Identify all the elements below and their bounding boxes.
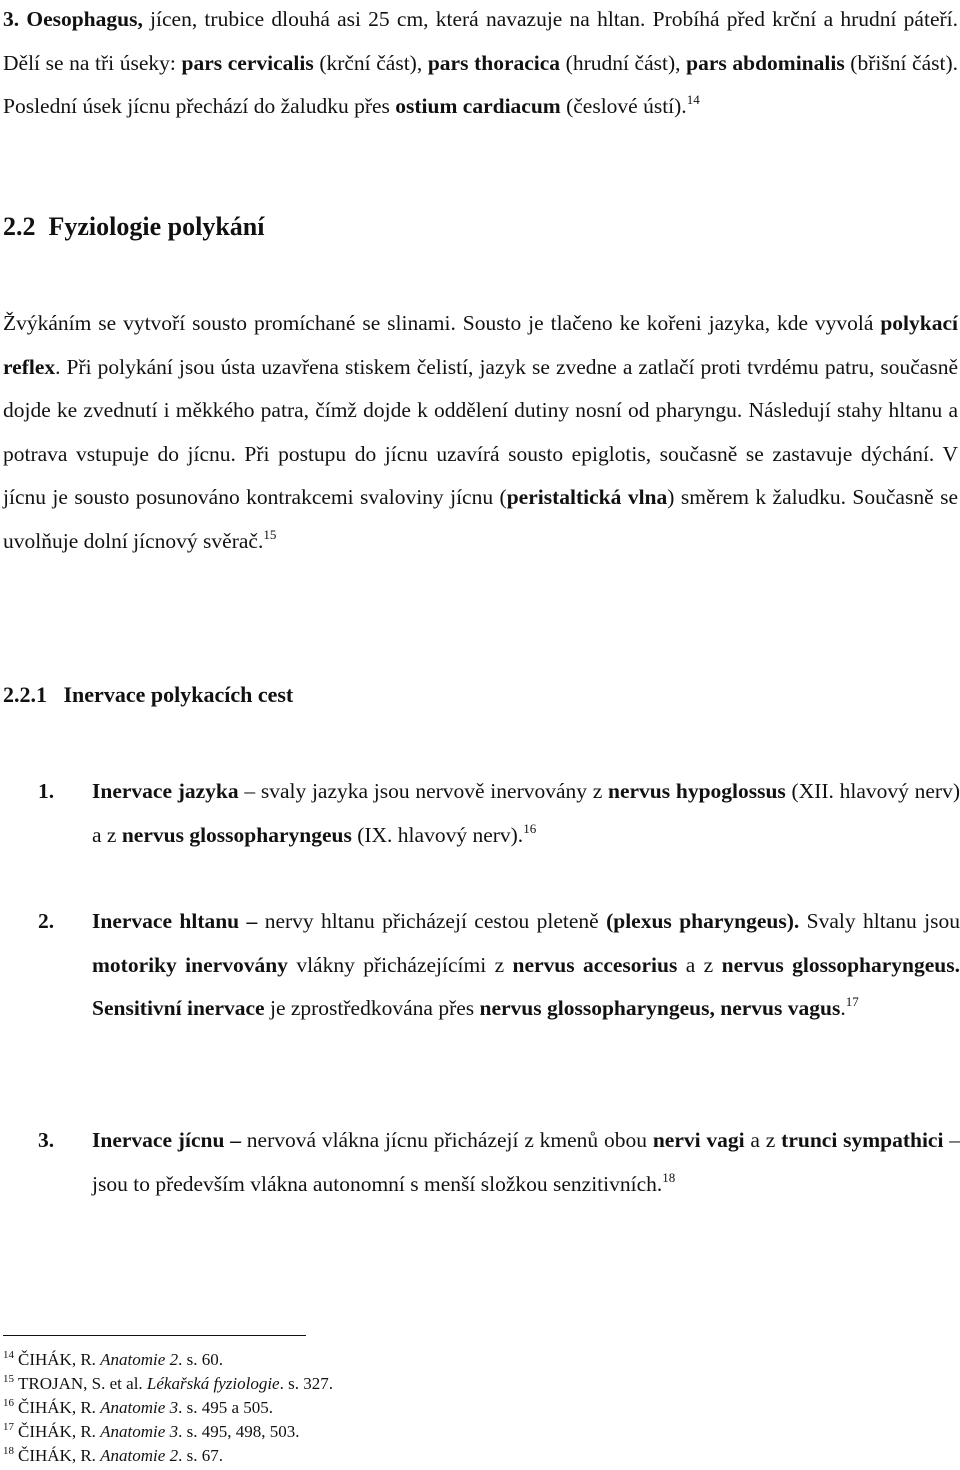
text: nervová vlákna jícnu přicházejí z kmenů obou: [240, 1128, 653, 1152]
footnote-pages: . s. 67.: [178, 1446, 223, 1465]
list-item: [38, 900, 960, 1031]
term: Oesophagus,: [26, 7, 143, 31]
term: Inervace jazyka: [92, 779, 239, 803]
list-item-text: [92, 1119, 960, 1206]
footnote-title: Anatomie 3: [100, 1398, 179, 1417]
text: Žvýkáním se vytvoří sousto promíchané se slinami. Sousto je tlačeno ke kořeni jazyka, kde vyvolá: [3, 311, 881, 335]
term: trunci sympathici: [781, 1128, 944, 1152]
footnote-author: ČIHÁK, R.: [18, 1446, 101, 1465]
text: jícen, trubice dlouhá asi 25 cm, která navazuje na hltan. Probíhá před krční a hrudní páteří. Dělí se na tři úseky:: [3, 7, 958, 75]
list-item: [38, 770, 960, 857]
footnote-title: Anatomie 2: [100, 1446, 179, 1465]
text: – jsou to především vlákna autonomní s menší složkou senzitivních.: [92, 1128, 960, 1196]
footnote: [3, 1372, 333, 1396]
term: pars cervicalis: [181, 50, 314, 75]
list-item: [38, 1119, 960, 1206]
text: – svaly jazyka jsou nervově inervovány z: [238, 779, 609, 803]
text: a z: [677, 952, 722, 977]
term: Sensitivní inervace: [92, 996, 265, 1020]
text: a z: [744, 1128, 782, 1152]
footnote-ref: 18: [662, 1169, 676, 1185]
footnote-pages: . s. 327.: [279, 1374, 333, 1393]
term: ostium cardiacum: [395, 94, 561, 118]
text: .: [840, 996, 846, 1020]
text: nervy hltanu přicházejí cestou pleteně: [257, 909, 607, 933]
fyziologie-paragraph: [3, 302, 958, 563]
footnote: [3, 1420, 333, 1444]
footnote-number: 18: [3, 1445, 14, 1457]
list-item-text: [92, 900, 960, 1031]
text: je zprostředkována přes: [264, 996, 480, 1020]
footnote-ref: 14: [686, 92, 700, 107]
footnote-pages: . s. 495, 498, 503.: [178, 1422, 300, 1441]
footnote-pages: . s. 60.: [178, 1350, 223, 1369]
footnote-author: ČIHÁK, R.: [18, 1398, 101, 1417]
term: Inervace hltanu –: [92, 909, 258, 933]
text: ) směrem k žaludku. Současně se uvolňuje dolní jícnový svěrač.: [3, 485, 958, 553]
text: Svaly hltanu jsou: [799, 909, 960, 933]
footnote-title: Anatomie 3: [100, 1422, 179, 1441]
footnote-ref: 15: [263, 526, 277, 542]
section-heading-2-2-1: 2.2.1 Inervace polykacích cest: [3, 682, 294, 707]
term: motoriky inervovány: [92, 952, 288, 977]
section-number: 3.: [3, 7, 20, 31]
text: (krční část),: [313, 50, 428, 75]
term: peristaltická vlna: [506, 485, 668, 509]
term: pars abdominalis: [686, 50, 845, 75]
list-number: 2.: [38, 909, 55, 933]
footnote-pages: . s. 495 a 505.: [178, 1398, 273, 1417]
footnote: [3, 1348, 333, 1372]
footnote-number: 15: [3, 1373, 14, 1385]
footnote-title: Anatomie 2: [100, 1350, 179, 1369]
term: Inervace jícnu –: [92, 1128, 241, 1152]
footnote-separator: [3, 1335, 306, 1336]
text: (hrudní část),: [560, 50, 687, 75]
text: . Při polykání jsou ústa uzavřena stiskem čelistí, jazyk se zvedne a zatlačí proti tvrdému patru, současně dojde ke zvednutí i měkkého patra, čímž dojde k oddělení dutiny nosní od pharyngu. Následují stahy hltanu a potrava vstupuje do jícnu. Při postupu do jícnu uzavírá sousto epiglotis, současně se zastavuje dýchání. V jícnu je sousto posunováno kontrakcemi svaloviny jícnu (: [3, 354, 958, 509]
list-item-text: [92, 770, 960, 857]
term: nervus glossopharyngeus.: [721, 952, 960, 977]
term: nervus glossopharyngeus: [121, 822, 352, 847]
section-heading-2-2: 2.2 Fyziologie polykání: [3, 212, 265, 241]
footnote-number: 14: [3, 1349, 14, 1361]
list-number: 1.: [38, 779, 55, 803]
term: (plexus pharyngeus).: [606, 909, 800, 933]
text: (česlové ústí).: [560, 94, 687, 118]
footnote-title: Lékařská fyziologie: [146, 1374, 280, 1393]
term: nervus accesorius: [512, 952, 678, 977]
text: vlákny přicházejícími z: [287, 952, 513, 977]
footnote-author: ČIHÁK, R.: [18, 1350, 101, 1369]
text: (břišní část). Poslední úsek jícnu přechází do žaludku přes: [3, 50, 959, 118]
text: (XII. hlavový nerv) a z: [92, 779, 960, 847]
footnotes: [3, 1348, 333, 1468]
footnote-ref: 17: [845, 994, 859, 1009]
text: (IX. hlavový nerv).: [351, 822, 524, 847]
term: nervus glossopharyngeus, nervus vagus: [479, 996, 841, 1020]
footnote-author: ČIHÁK, R.: [18, 1422, 101, 1441]
term: nervus hypoglossus: [608, 779, 786, 803]
term: nervi vagi: [652, 1128, 745, 1152]
oesophagus-paragraph: [3, 0, 958, 129]
term: polykací reflex: [3, 311, 958, 379]
footnote-ref: 16: [523, 820, 537, 836]
term: pars thoracica: [427, 50, 561, 75]
footnote: [3, 1444, 333, 1468]
list-number: 3.: [38, 1128, 55, 1152]
footnote-author: TROJAN, S. et al.: [18, 1374, 147, 1393]
footnote: [3, 1396, 333, 1420]
footnote-number: 16: [3, 1397, 14, 1409]
footnote-number: 17: [3, 1421, 14, 1433]
